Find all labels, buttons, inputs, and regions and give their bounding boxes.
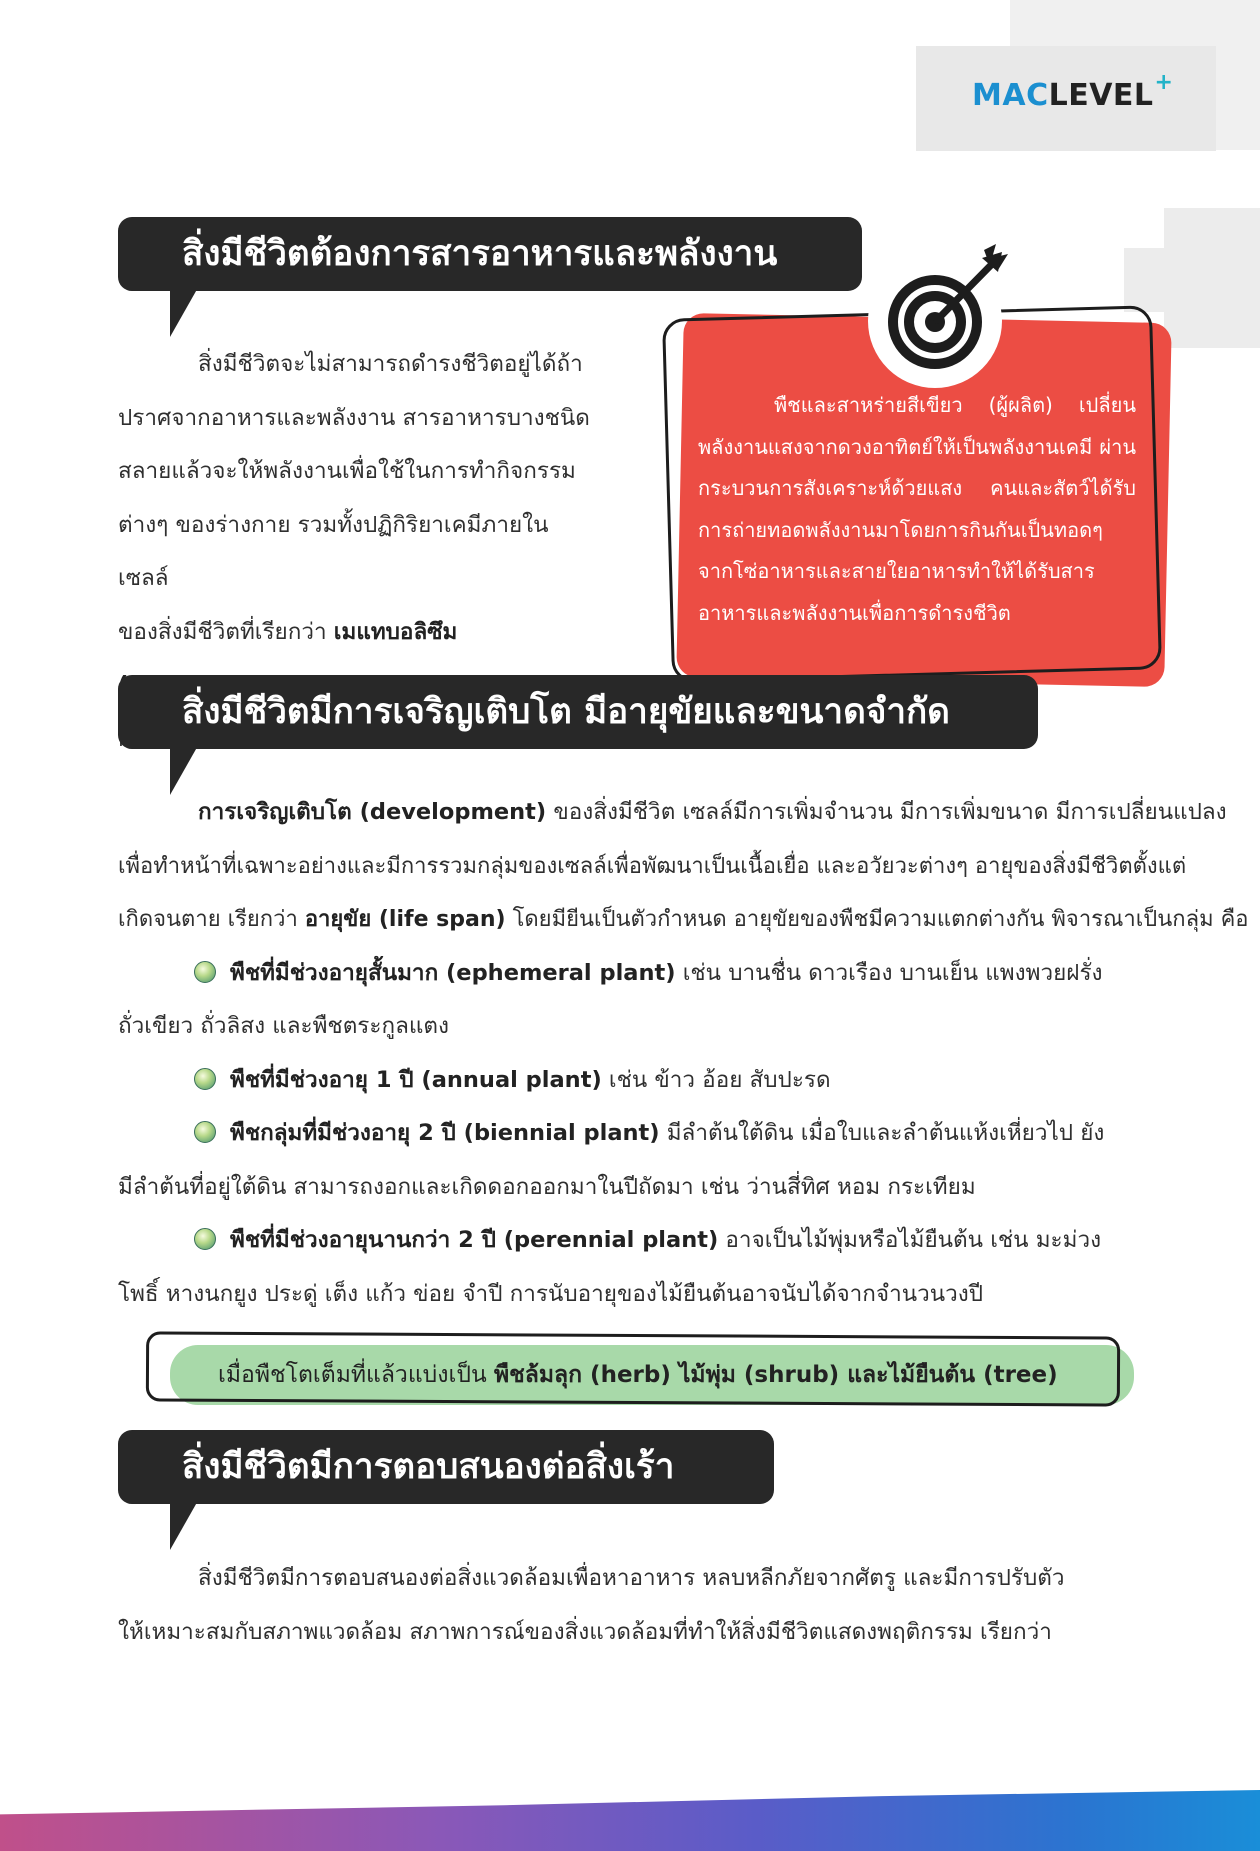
paragraph-line: สิ่งมีชีวิตจะไม่สามารถดำรงชีวิตอยู่ได้ถ้า [198, 351, 583, 377]
list-item-continuation: โพธิ์ หางนกยูง ประดู่ เต็ง แก้ว ข่อย จำปี การนับอายุของไม้ยืนต้นอาจนับได้จากจำนวนวงปี [118, 1280, 984, 1307]
section-heading [118, 1430, 774, 1504]
bullet-icon [194, 1121, 216, 1143]
paragraph-line: ต่างๆ ของร่างกาย รวมทั้งปฏิกิริยาเคมีภายในเซลล์ [118, 511, 549, 591]
note-text: เมื่อพืชโตเต็มที่แล้วแบ่งเป็น พืชล้มลุก (herb) ไม้พุ่ม (shrub) และไม้ยืนต้น (tree) [218, 1362, 1058, 1388]
banner-tail [170, 1490, 204, 1550]
bullet-icon [194, 961, 216, 983]
paragraph-line: สิ่งมีชีวิตมีการตอบสนองต่อสิ่งแวดล้อมเพื่อหาอาหาร หลบหลีกภัยจากศัตรู และมีการปรับตัว [198, 1565, 1065, 1591]
section-title: สิ่งมีชีวิตต้องการสารอาหารและพลังงาน [118, 217, 862, 291]
paragraph-line: ของสิ่งมีชีวิตที่เรียกว่า เมแทบอลิซึม [118, 618, 458, 645]
term-lifespan: อายุขัย (life span) [304, 907, 506, 932]
list-item-continuation: มีลำต้นที่อยู่ใต้ดิน สามารถงอกและเกิดดอกออกมาในปีถัดมา เช่น ว่านสี่ทิศ หอม กระเทียม [118, 1173, 976, 1200]
footer-decoration [0, 1790, 1260, 1851]
section-title: สิ่งมีชีวิตมีการตอบสนองต่อสิ่งเร้า [118, 1430, 774, 1504]
paragraph-line: สลายแล้วจะให้พลังงานเพื่อใช้ในการทำกิจกรรม [118, 458, 576, 484]
paragraph-line: เกิดจนตาย เรียกว่า อายุขัย (life span) โดยมียีนเป็นตัวกำหนด อายุขัยของพืชมีความแตกต่างกัน พิจารณาเป็นกลุ่ม คือ [118, 907, 1249, 932]
term-metabolism: เมแทบอลิซึม [333, 618, 458, 645]
paragraph-line: เพื่อทำหน้าที่เฉพาะอย่างและมีการรวมกลุ่มของเซลล์เพื่อพัฒนาเป็นเนื้อเยื่อ และอวัยวะต่างๆ อายุของสิ่งมีชีวิตตั้งแต่ [118, 853, 1187, 879]
term-development: การเจริญเติบโต (development) [198, 799, 547, 825]
list-item-continuation: ถั่วเขียว ถั่วลิสง และพืชตระกูลแตง [118, 1013, 449, 1039]
list-item: พืชที่มีช่วงอายุ 1 ปี (annual plant) เช่น ข้าว อ้อย สับปะรด [118, 1054, 1162, 1108]
list-item: พืชที่มีช่วงอายุนานกว่า 2 ปี (perennial plant) อาจเป็นไม้พุ่มหรือไม้ยืนต้น เช่น มะม่วง [118, 1214, 1162, 1268]
section-title: สิ่งมีชีวิตมีการเจริญเติบโต มีอายุขัยและขนาดจำกัด [118, 675, 1038, 749]
banner-tail [170, 277, 204, 337]
bullet-icon [194, 1228, 216, 1250]
callout-text: พืชและสาหร่ายสีเขียว (ผู้ผลิต) เปลี่ยนพลังงานแสงจากดวงอาทิตย์ให้เป็นพลังงานเคมี ผ่านกระบวนการสังเคราะห์ด้วยแสง คนและสัตว์ได้รับการถ่ายทอดพลังงานมาโดยการกินกันเป็นทอดๆ จากโซ่อาหารและสายใยอาหารทำให้ได้รับสารอาหารและพลังงานเพื่อการดำรงชีวิต [698, 393, 1136, 625]
stimulus-paragraph [118, 1552, 1162, 1659]
paragraph-line: การเจริญเติบโต (development) ของสิ่งมีชีวิต เซลล์มีการเพิ่มจำนวน มีการเพิ่มขนาด มีการเปลี่ยนแปลง [198, 799, 1227, 825]
list-item: พืชที่มีช่วงอายุสั้นมาก (ephemeral plant) เช่น บานชื่น ดาวเรือง บานเย็น แพงพวยฝรั่ง [118, 947, 1162, 1001]
paragraph-line: ให้เหมาะสมกับสภาพแวดล้อม สภาพการณ์ของสิ่งแวดล้อมที่ทำให้สิ่งมีชีวิตแสดงพฤติกรรม เรียกว่า [118, 1618, 1052, 1645]
section-heading [118, 217, 862, 291]
target-icon [880, 240, 1020, 380]
development-paragraph [118, 786, 1249, 1321]
bullet-icon [194, 1068, 216, 1090]
section-heading [118, 675, 1038, 749]
bg-decoration [1124, 248, 1260, 312]
brand-logo: MACLEVEL+ [972, 70, 1174, 113]
paragraph-line: ปราศจากอาหารและพลังงาน สารอาหารบางชนิด [118, 404, 590, 431]
list-item: พืชกลุ่มที่มีช่วงอายุ 2 ปี (biennial plant) มีลำต้นใต้ดิน เมื่อใบและลำต้นแห้งเหี่ยวไป ยัง [118, 1107, 1162, 1161]
